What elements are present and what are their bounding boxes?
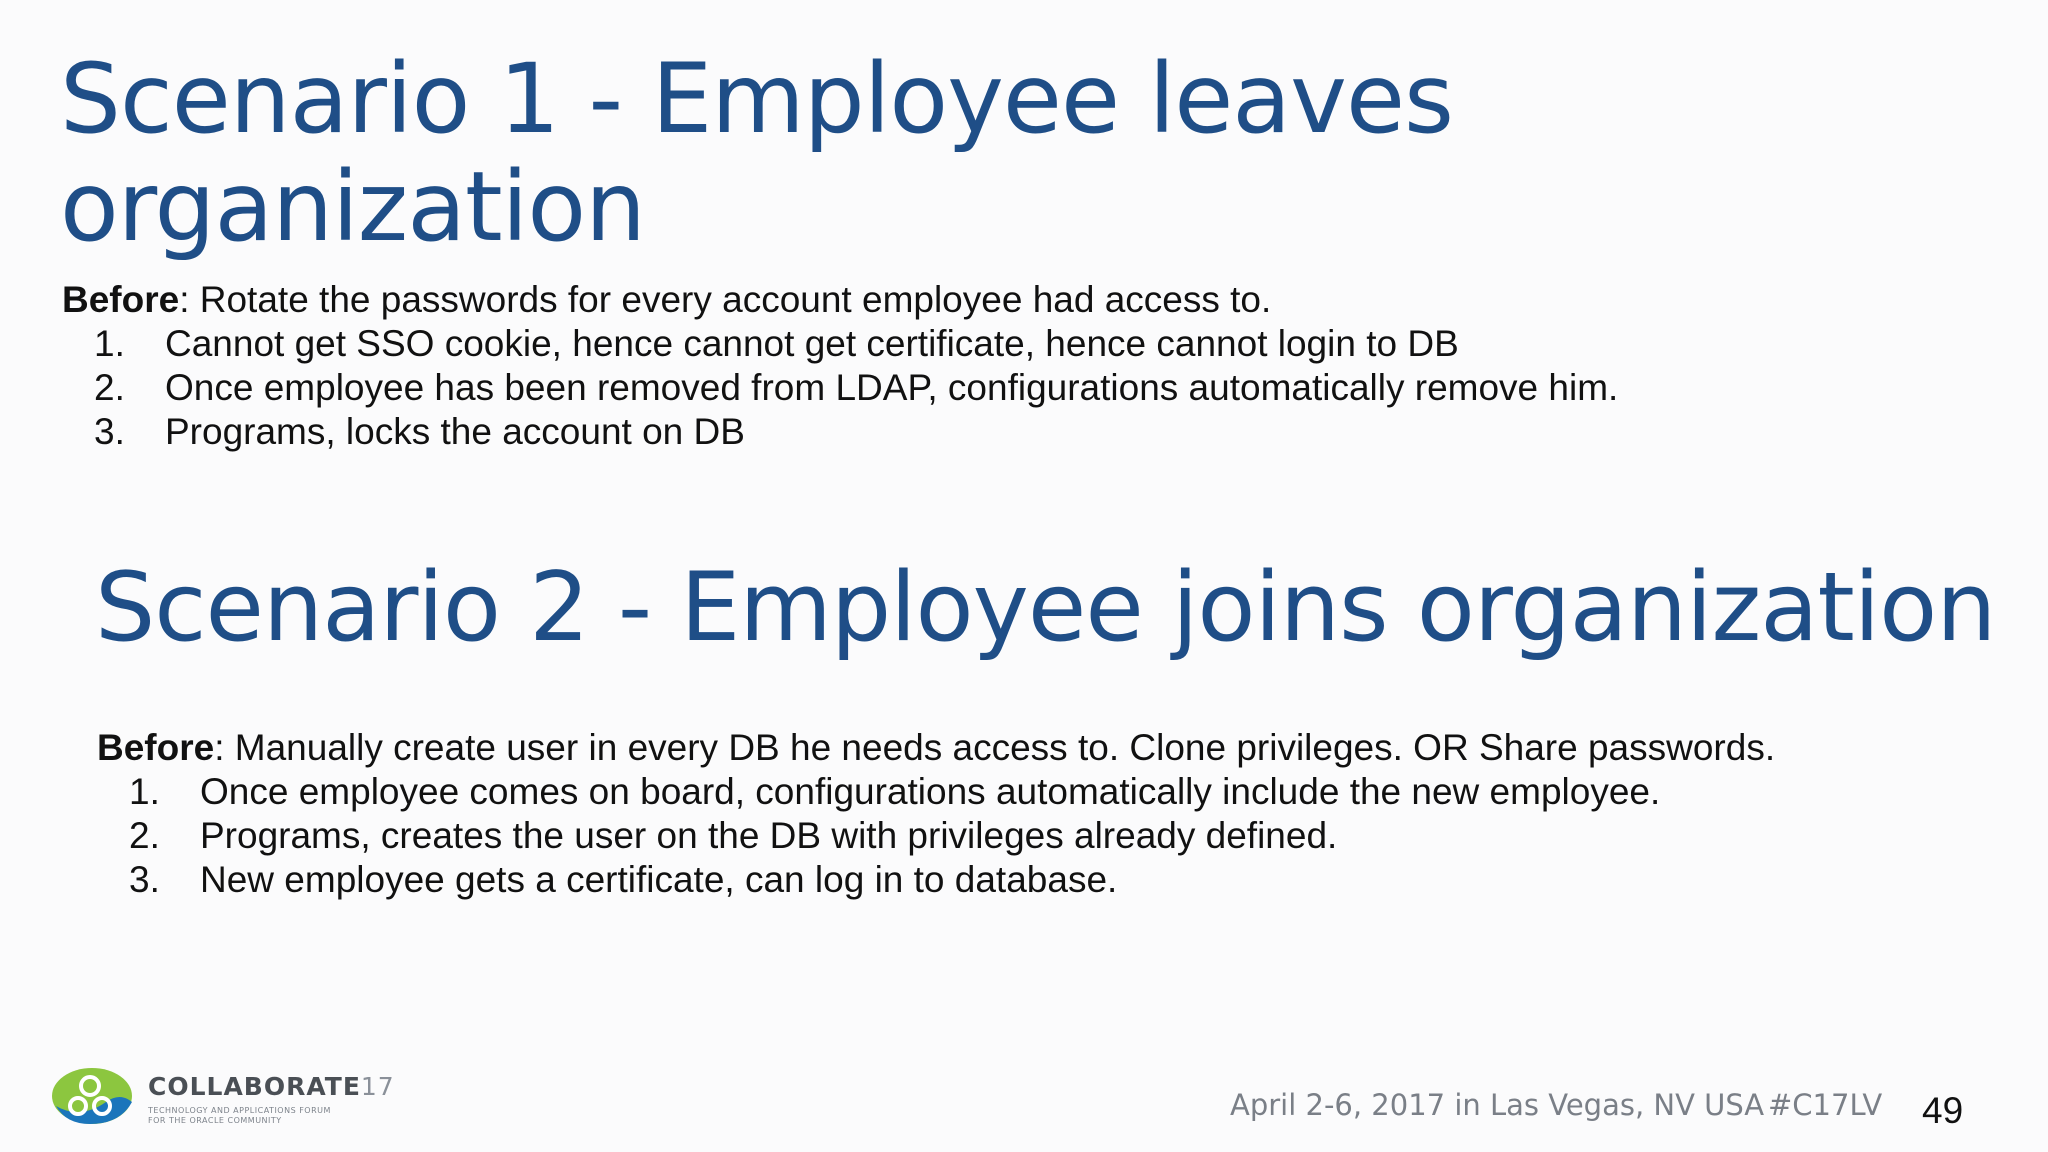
list-item-text: Programs, locks the account on DB: [165, 411, 745, 452]
scenario-1-body: [62, 278, 1962, 454]
scenario-2-title: Scenario 2 - Employee joins organization: [95, 553, 1996, 663]
list-item-number: 1.: [129, 771, 160, 812]
logo-year: 17: [360, 1072, 395, 1101]
list-item-number: 3.: [94, 411, 125, 452]
logo-tagline-line: FOR THE ORACLE COMMUNITY: [148, 1116, 282, 1125]
list-item-text: Programs, creates the user on the DB with privileges already defined.: [200, 815, 1338, 856]
list-item: [97, 858, 1997, 902]
logo-tagline-line: TECHNOLOGY AND APPLICATIONS FORUM: [148, 1106, 331, 1115]
list-item-text: Once employee has been removed from LDAP, configurations automatically remove him.: [165, 367, 1619, 408]
list-item: [62, 410, 1962, 454]
scenario-2-before-line: [97, 726, 1997, 770]
scenario-1-title: Scenario 1 - Employee leaves organization: [60, 43, 1454, 263]
list-item: [97, 814, 1997, 858]
scenario-2-body: [97, 726, 1997, 902]
scenario-1-before-line: [62, 278, 1962, 322]
logo-tagline: [148, 1106, 331, 1126]
list-item-text: Once employee comes on board, configurations automatically include the new employee.: [200, 771, 1661, 812]
list-item-number: 2.: [129, 815, 160, 856]
before-label: Before: [62, 279, 180, 320]
before-label: Before: [97, 727, 215, 768]
slide-footer: [0, 1040, 2048, 1152]
before-text: : Manually create user in every DB he needs access to. Clone privileges. OR Share passwords.: [214, 727, 1776, 768]
list-item-number: 1.: [94, 323, 125, 364]
list-item: [62, 366, 1962, 410]
scenario-1-list: [62, 322, 1962, 454]
list-item-text: Cannot get SSO cookie, hence cannot get certificate, hence cannot login to DB: [165, 323, 1459, 364]
list-item-number: 3.: [129, 859, 160, 900]
list-item-number: 2.: [94, 367, 125, 408]
page-number: 49: [1922, 1090, 1964, 1131]
list-item: [97, 770, 1997, 814]
scenario-2-list: [97, 770, 1997, 902]
list-item: [62, 322, 1962, 366]
logo-wordmark: [148, 1072, 395, 1101]
list-item-text: New employee gets a certificate, can log in to database.: [200, 859, 1118, 900]
logo-word: COLLABORATE: [148, 1072, 361, 1101]
collaborate-logo-icon: [50, 1062, 134, 1126]
before-text: : Rotate the passwords for every account employee had access to.: [179, 279, 1272, 320]
event-info: April 2-6, 2017 in Las Vegas, NV USA: [1230, 1088, 1765, 1122]
event-hashtag: #C17LV: [1768, 1088, 1883, 1122]
